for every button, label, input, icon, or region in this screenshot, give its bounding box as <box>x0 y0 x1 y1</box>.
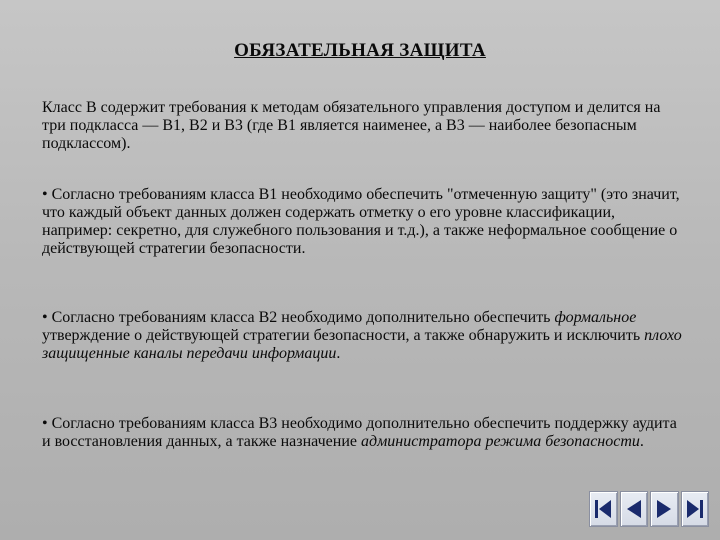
next-slide-icon <box>653 497 675 521</box>
b3-paragraph <box>42 415 682 451</box>
first-slide-icon <box>592 497 614 521</box>
slide-title: ОБЯЗАТЕЛЬНАЯ ЗАЩИТА <box>234 40 486 61</box>
b3-text-1: • Согласно требованиям класса B3 необходимо дополнительно обеспечить поддержку аудита и восстановления данных, а также назначение <box>42 415 677 450</box>
b2-emphasis-formal: формальное <box>554 309 637 326</box>
next-slide-button[interactable] <box>650 491 679 527</box>
previous-slide-icon <box>623 497 645 521</box>
slide-navigation <box>589 491 709 527</box>
first-slide-button[interactable] <box>589 491 618 527</box>
b3-emphasis-admin: администратора режима безопасности <box>360 433 640 450</box>
b2-text-3: . <box>336 345 341 362</box>
b2-paragraph <box>42 309 682 363</box>
intro-paragraph: Класс B содержит требования к методам обязательного управления доступом и делится на три подкласса — B1, B2 и B3 (где B1 является наименее, а B3 — наиболее безопасным подклассом). <box>42 99 661 152</box>
b2-text-2: утверждение о действующей стратегии безопасности, а также обнаружить и исключить <box>42 327 645 344</box>
b1-paragraph: • Согласно требованиям класса B1 необходимо обеспечить "отмеченную защиту" (это значит, что каждый объект данных должен содержать отметку о его уровне классификации, например: секретно, для служебного пользования и т.д.), а также неформальное сообщение о действующей стратегии безопасности. <box>42 186 680 257</box>
b2-emphasis-channels: плохо защищенные каналы передачи информации <box>42 327 682 362</box>
previous-slide-button[interactable] <box>620 491 649 527</box>
b3-text-2: . <box>639 433 644 450</box>
last-slide-icon <box>684 497 706 521</box>
b2-text-1: • Согласно требованиям класса B2 необходимо дополнительно обеспечить <box>42 309 555 326</box>
last-slide-button[interactable] <box>681 491 710 527</box>
